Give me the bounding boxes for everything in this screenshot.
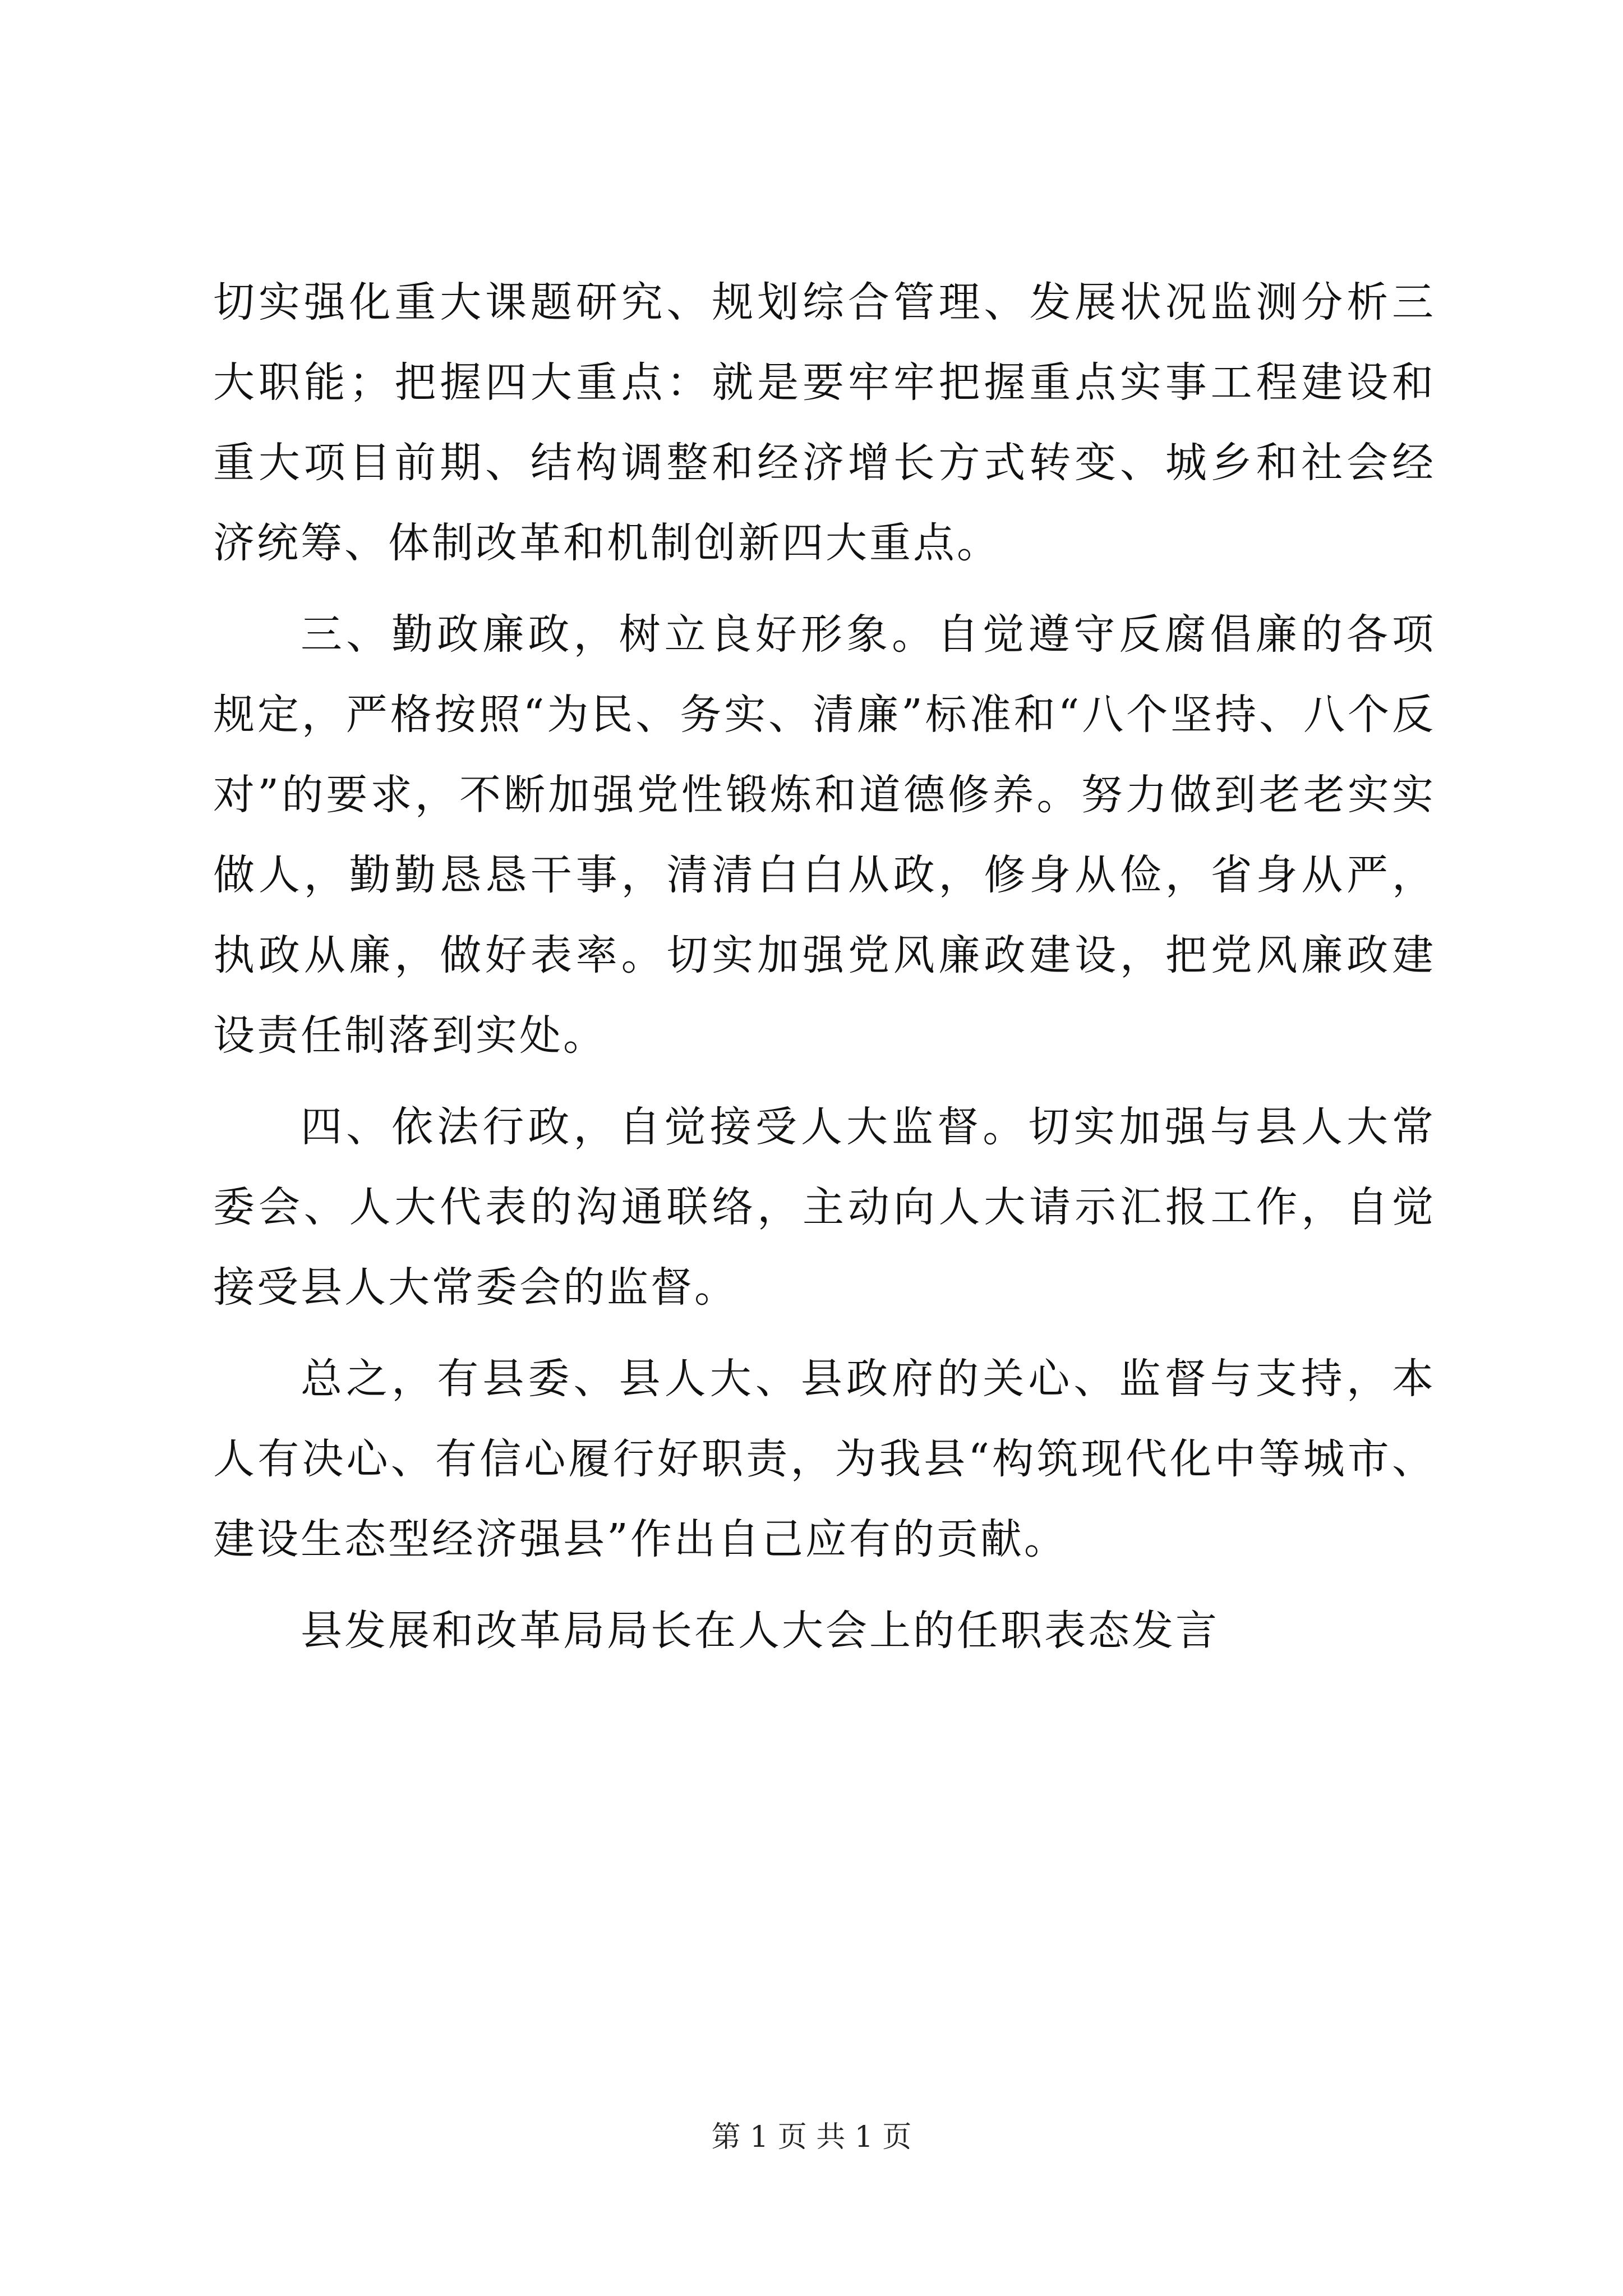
page-footer	[0, 2115, 1623, 2160]
document-body	[213, 263, 1436, 1671]
paragraph-section-four: 四、依法行政，自觉接受人大监督。切实加强与县人大常委会、人大代表的沟通联络，主动向人大请示汇报工作，自觉接受县人大常委会的监督。	[213, 1103, 1436, 1312]
page-number-label: 第 1 页 共 1 页	[711, 2120, 912, 2154]
paragraph-continuation: 切实强化重大课题研究、规划综合管理、发展状况监测分析三大职能；把握四大重点：就是要牢牢把握重点实事工程建设和重大项目前期、结构调整和经济增长方式转变、城乡和社会经济统筹、体制改革和机制创新四大重点。	[213, 278, 1436, 567]
paragraph-conclusion: 总之，有县委、县人大、县政府的关心、监督与支持，本人有决心、有信心履行好职责，为我县“构筑现代化中等城市、建设生态型经济强县”作出自己应有的贡献。	[213, 1355, 1436, 1563]
paragraph-section-three: 三、勤政廉政，树立良好形象。自觉遵守反腐倡廉的各项规定，严格按照“为民、务实、清廉”标准和“八个坚持、八个反对”的要求，不断加强党性锻炼和道德修养。努力做到老老实实做人，勤勤恳恳干事，清清白白从政，修身从俭，省身从严，执政从廉，做好表率。切实加强党风廉政建设，把党风廉政建设责任制落到实处。	[213, 610, 1436, 1060]
document-title-line: 县发展和改革局局长在人大会上的任职表态发言	[301, 1607, 1219, 1655]
